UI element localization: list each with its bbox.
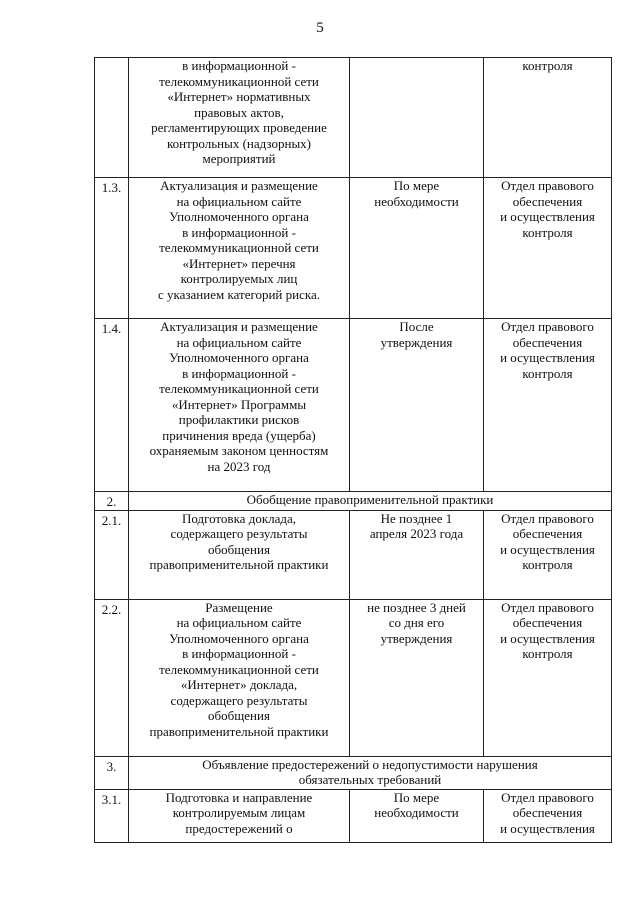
action-cell: Актуализация и размещение на официальном сайте Уполномоченного органа в информационной - телекоммуникационной сети «Интернет» перечня контролируемых лиц с указанием категорий риска. [129, 178, 350, 319]
row-number: 3.1. [95, 789, 129, 842]
term-cell: По мере необходимости [350, 789, 484, 842]
responsible-cell: Отдел правового обеспечения и осуществления [484, 789, 612, 842]
row-number: 2.2. [95, 599, 129, 756]
action-cell: Подготовка и направление контролируемым лицам предостережений о [129, 789, 350, 842]
section-row [95, 492, 612, 511]
table-row [95, 319, 612, 492]
table-row [95, 599, 612, 756]
row-number: 2.1. [95, 510, 129, 599]
responsible-cell: Отдел правового обеспечения и осуществления контроля [484, 599, 612, 756]
row-number: 1.3. [95, 178, 129, 319]
table-row [95, 178, 612, 319]
page-number: 5 [316, 20, 324, 36]
term-cell: не позднее 3 дней со дня его утверждения [350, 599, 484, 756]
term-cell: Не позднее 1 апреля 2023 года [350, 510, 484, 599]
section-title: Объявление предостережений о недопустимости нарушения обязательных требований [129, 756, 612, 789]
responsible-cell: Отдел правового обеспечения и осуществления контроля [484, 319, 612, 492]
responsible-cell: Отдел правового обеспечения и осуществления контроля [484, 178, 612, 319]
responsible-cell: Отдел правового обеспечения и осуществления контроля [484, 510, 612, 599]
action-cell: Размещение на официальном сайте Уполномоченного органа в информационной - телекоммуникационной сети «Интернет» доклада, содержащего результаты обобщения правоприменительной практики [129, 599, 350, 756]
action-cell: в информационной - телекоммуникационной сети «Интернет» нормативных правовых актов, регламентирующих проведение контрольных (надзорных) мероприятий [129, 58, 350, 178]
term-cell: По мере необходимости [350, 178, 484, 319]
row-number [95, 58, 129, 178]
action-cell: Подготовка доклада, содержащего результаты обобщения правоприменительной практики [129, 510, 350, 599]
term-cell [350, 58, 484, 178]
row-number: 2. [95, 492, 129, 511]
table-row [95, 510, 612, 599]
table-row [95, 58, 612, 178]
row-number: 1.4. [95, 319, 129, 492]
section-title: Обобщение правоприменительной практики [129, 492, 612, 511]
action-cell: Актуализация и размещение на официальном сайте Уполномоченного органа в информационной - телекоммуникационной сети «Интернет» Программы профилактики рисков причинения вреда (ущерба) охраняемым законом ценностям на 2023 год [129, 319, 350, 492]
responsible-cell: контроля [484, 58, 612, 178]
row-number: 3. [95, 756, 129, 789]
section-row [95, 756, 612, 789]
measures-table [94, 57, 612, 843]
term-cell: После утверждения [350, 319, 484, 492]
table-row [95, 789, 612, 842]
